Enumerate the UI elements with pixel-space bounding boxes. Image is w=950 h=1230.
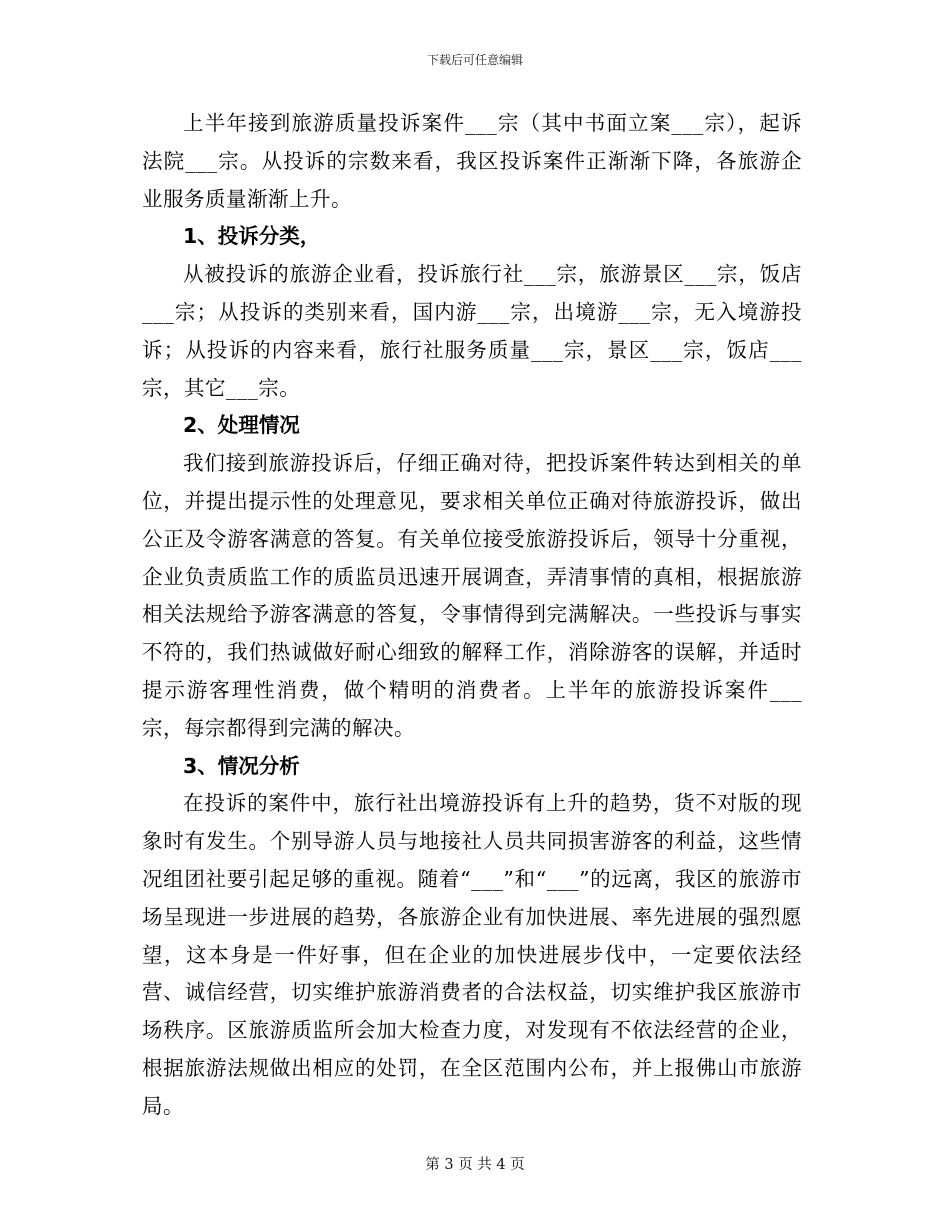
document-body — [142, 105, 802, 1126]
section-heading-handling: 2、处理情况 — [183, 413, 300, 438]
paragraph-classification: 从被投诉的旅游企业看，投诉旅行社___宗，旅游景区___宗，饭店___宗；从投诉的类别来看，国内游___宗，出境游___宗，无入境游投诉；从投诉的内容来看，旅行社服务质量___宗，景区___宗，饭店___宗，其它___宗。 — [142, 262, 802, 400]
paragraph-handling: 我们接到旅游投诉后，仔细正确对待，把投诉案件转达到相关的单位，并提出提示性的处理意见，要求相关单位正确对待旅游投诉，做出公正及令游客满意的答复。有关单位接受旅游投诉后，领导十分重视，企业负责质监工作的质监员迅速开展调查，弄清事情的真相，根据旅游相关法规给予游客满意的答复，令事情得到完满解决。一些投诉与事实不符的，我们热诚做好耐心细致的解释工作，消除游客的误解，并适时提示游客理性消费，做个精明的消费者。上半年的旅游投诉案件___宗，每宗都得到完满的解决。 — [142, 451, 802, 740]
paragraph-complaint-summary: 上半年接到旅游质量投诉案件___宗（其中书面立案___宗），起诉法院___宗。从投诉的宗数来看，我区投诉案件正渐渐下降，各旅游企业服务质量渐渐上升。 — [142, 111, 802, 211]
page-header: 下载后可任意编辑 — [426, 53, 523, 67]
section-heading-analysis: 3、情况分析 — [183, 753, 300, 778]
paragraph-analysis: 在投诉的案件中，旅行社出境游投诉有上升的趋势，货不对版的现象时有发生。个别导游人员与地接社人员共同损害游客的利益，这些情况组团社要引起足够的重视。随着“___”和“___”的远离，我区的旅游市场呈现进一步进展的趋势，各旅游企业有加快进展、率先进展的强烈愿望，这本身是一件好事，但在企业的加快进展步伐中，一定要依法经营、诚信经营，切实维护旅游消费者的合法权益，切实维护我区旅游市场秩序。区旅游质监所会加大检查力度，对发现有不依法经营的企业，根据旅游法规做出相应的处罚，在全区范围内公布，并上报佛山市旅游局。 — [142, 791, 802, 1118]
page-number-footer: 第 3 页 共 4 页 — [425, 1157, 525, 1173]
section-heading-classification: 1、投诉分类， — [183, 224, 321, 249]
